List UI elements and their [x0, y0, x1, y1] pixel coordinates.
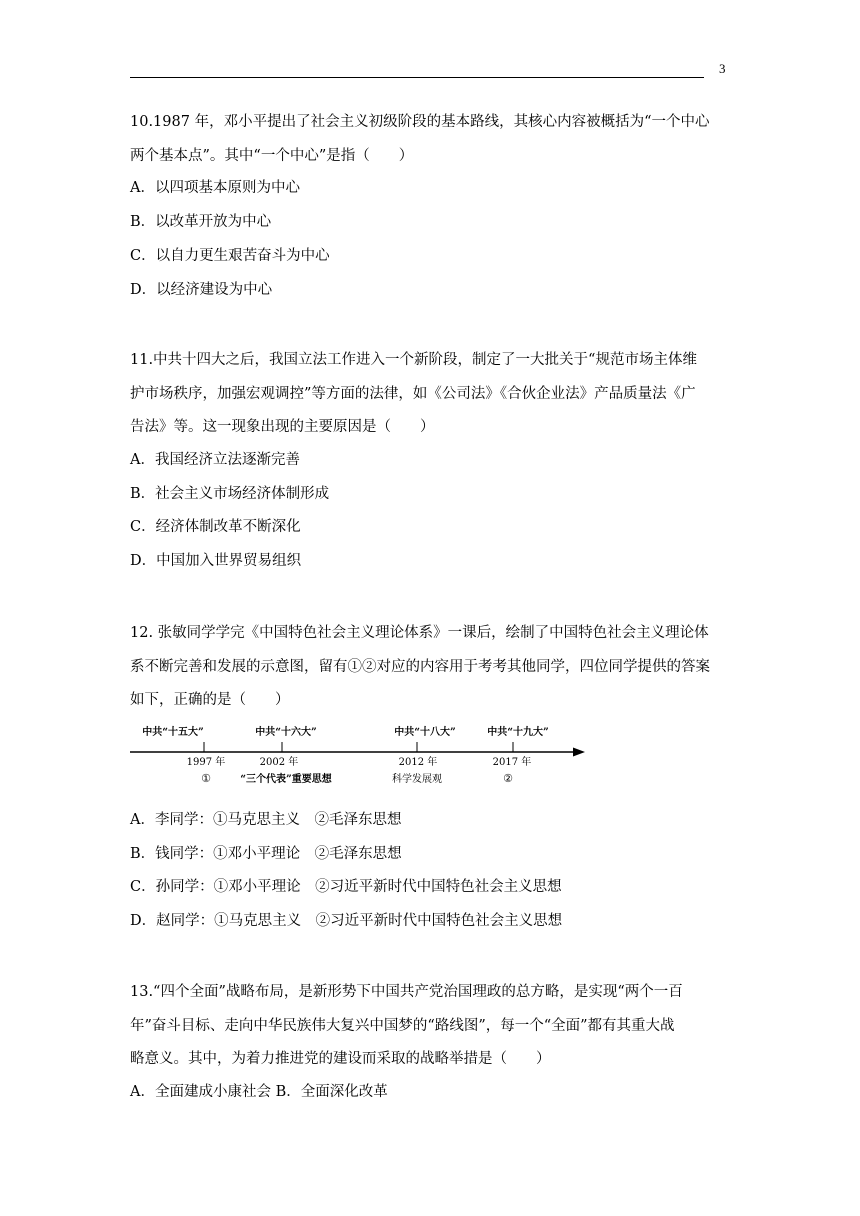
question-10-option-d: D．以经济建设为中心 [130, 282, 273, 298]
question-12-option-c: C．孙同学：①邓小平理论 ②习近平新时代中国特色社会主义思想 [130, 879, 562, 895]
page-number: 3 [719, 61, 726, 76]
question-12-option-d: D．赵同学：①马克思主义 ②习近平新时代中国特色社会主义思想 [130, 913, 563, 929]
timeline-bottom-label: ② [503, 772, 513, 785]
timeline-year: 2002 年 [259, 757, 299, 768]
question-12-line: 系不断完善和发展的示意图，留有①②对应的内容用于考考其他同学，四位同学提供的答案 [130, 658, 710, 675]
question-13-line: 年”奋斗目标、走向中华民族伟大复兴中国梦的“路线图”，每一个“全面”都有其重大战 [130, 1017, 675, 1034]
question-12-line: 12. 张敏同学学完《中国特色社会主义理论体系》一课后，绘制了中国特色社会主义理论体 [130, 625, 709, 641]
question-11-option-c: C．经济体制改革不断深化 [130, 519, 301, 535]
question-11-line: 护市场秩序，加强宏观调控”等方面的法律，如《公司法》《合伙企业法》产品质量法《广 [130, 385, 696, 402]
timeline-year: 1997 年 [186, 757, 226, 768]
question-10-line: 10.1987 年，邓小平提出了社会主义初级阶段的基本路线，其核心内容被概括为“一个中心 [130, 114, 710, 130]
question-11-option-b: B．社会主义市场经济体制形成 [130, 486, 330, 502]
timeline-figure [130, 718, 590, 790]
question-10-option-c: C．以自力更生艰苦奋斗为中心 [130, 248, 330, 264]
header-rule [130, 77, 704, 78]
timeline-bottom-label: “三个代表”重要思想 [240, 774, 332, 785]
question-12 [130, 617, 730, 718]
timeline-arrowhead [573, 748, 585, 757]
timeline-year: 2012 年 [398, 757, 438, 768]
question-11 [130, 344, 730, 445]
question-11-line: 11.中共十四大之后，我国立法工作进入一个新阶段，制定了一大批关于“规范市场主体维 [130, 352, 697, 368]
question-12-option-a: A．李同学：①马克思主义 ②毛泽东思想 [130, 812, 402, 828]
timeline-bottom-label: 科学发展观 [392, 774, 442, 785]
timeline-year: 2017 年 [492, 757, 532, 768]
timeline-top-label: 中共“十九大” [487, 727, 549, 738]
timeline-bottom-label: ① [201, 772, 211, 785]
timeline-top-label: 中共“十五大” [142, 727, 204, 738]
question-11-option-a: A．我国经济立法逐渐完善 [130, 452, 300, 468]
question-10-line: 两个基本点”。其中“一个中心”是指（ ） [130, 147, 414, 164]
timeline-top-label: 中共“十六大” [255, 727, 317, 738]
question-12-line: 如下，正确的是（ ） [130, 692, 290, 708]
question-10 [130, 106, 730, 173]
question-13-line: 13.“四个全面”战略布局，是新形势下中国共产党治国理政的总方略，是实现“两个一百 [130, 984, 683, 1000]
question-13-option-ab: A．全面建成小康社会 B．全面深化改革 [130, 1084, 388, 1100]
question-10-option-a: A．以四项基本原则为中心 [130, 180, 300, 196]
question-13-line: 略意义。其中，为着力推进党的建设而采取的战略举措是（ ） [130, 1051, 551, 1067]
question-11-line: 告法》等。这一现象出现的主要原因是（ ） [130, 419, 435, 435]
question-13 [130, 976, 730, 1077]
question-12-option-b: B．钱同学：①邓小平理论 ②毛泽东思想 [130, 846, 402, 862]
question-10-option-b: B．以改革开放为中心 [130, 214, 272, 230]
timeline-top-label: 中共“十八大” [394, 727, 456, 738]
question-11-option-d: D．中国加入世界贸易组织 [130, 553, 302, 569]
